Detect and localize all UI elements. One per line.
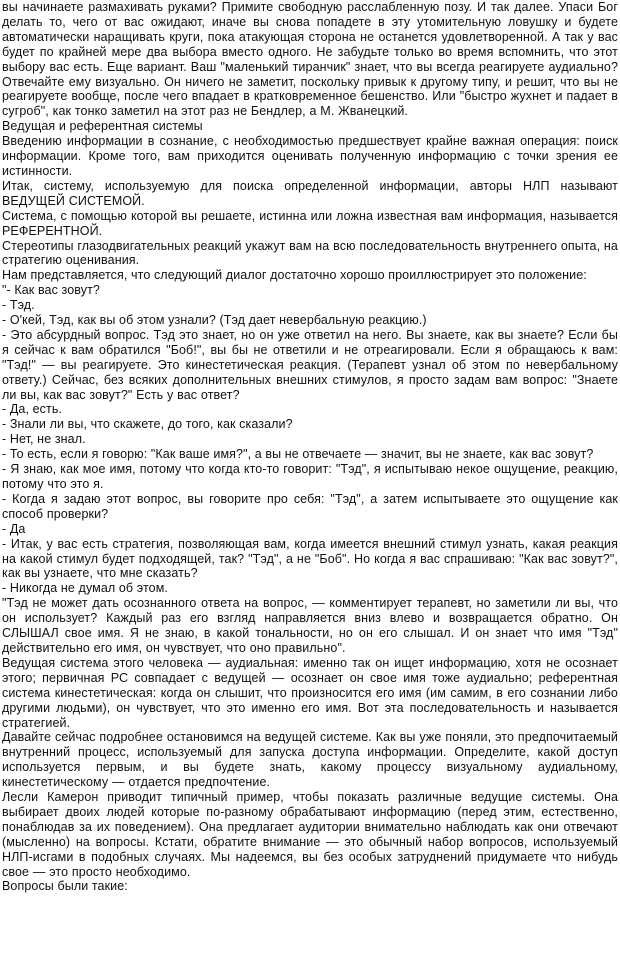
paragraph-eye-movement-stereotypes: Стереотипы глазодвигательных реакций укажут вам на всю последовательность внутреннего опыта, на стратегию оценивания.	[2, 238, 618, 268]
dialog-line: - Никогда не думал об этом.	[2, 581, 168, 596]
paragraph-referent-system-definition: Система, с помощью которой вы решаете, истинна или ложна известная вам информация, называется РЕФЕРЕНТНОЙ.	[2, 208, 618, 238]
dialog-line: - То есть, если я говорю: "Как ваше имя?", а вы не отвечаете — значит, вы не знаете, как вас зовут?	[2, 447, 594, 462]
dialog-line: - Тэд.	[2, 298, 35, 313]
dialog-line: - О'кей, Тэд, как вы об этом узнали? (Тэд дает невербальную реакцию.)	[2, 313, 427, 328]
dialog-line: - Я знаю, как мое имя, потому что когда кто-то говорит: "Тэд", я испытываю некое ощущение, реакцию, потому что это я.	[2, 462, 618, 491]
dialog-line: - Когда я задаю этот вопрос, вы говорите про себя: "Тэд", а затем испытываете это ощущение как способ проверки?	[2, 491, 618, 521]
paragraph-leading-system-definition: Итак, систему, используемую для поиска определенной информации, авторы НЛП называют ВЕДУЩЕЙ СИСТЕМОЙ.	[2, 178, 618, 208]
paragraph-leslie-cameron-example: Лесли Камерон приводит типичный пример, чтобы показать различные ведущие системы. Она выбирает двоих людей которые по-разному обрабатывают информацию (перед этим, естественно, понаблюдав за их поведением). Она предлагает аудитории внимательно наблюдать как они отвечают (мысленно) на вопросы. Кстати, обратите внимание — это обычный набор вопросов, используемый НЛП-исгами в подобных случаях. Мы надеемся, вы без особых затруднений придумаете что нибудь свое — это просто необходимо.	[2, 790, 618, 879]
dialog-line: - Итак, у вас есть стратегия, позволяющая вам, когда имеется внешний стимул узнать, какая реакция на какой стимул будет подходящей, так? "Тэд", а не "Боб". Но когда я вас спрашиваю: "Как вас зовут?", как вы узнаете, что мне сказать?	[2, 536, 618, 581]
dialog-line: - Знали ли вы, что скажете, до того, как сказали?	[2, 417, 293, 432]
dialog-line: - Да	[2, 521, 26, 536]
dialog-line: - Это абсурдный вопрос. Тэд это знает, но он уже ответил на него. Вы знаете, как вы знаете? Если бы я сейчас к вам обратился "Боб!", вы бы не ответили и не отреагировали. Если я обращаюсь к вам: "Тэд!" — вы реагируете. Это кинестетическая реакция. (Терапевт узнал об этом по невербальному ответу.) Сейчас, без всяких дополнительных внешних стимулов, я просто задам вам вопрос: "Знаете ли вы, как вас зовут?" Есть у вас ответ?	[2, 327, 618, 402]
dialog-line: "- Как вас зовут?	[2, 283, 100, 298]
paragraph-therapist-comment: "Тэд не может дать осознанного ответа на вопрос, — комментирует терапевт, но заметили ли вы, что он использует? Каждый раз его взгляд направляется вниз влево и возвращается обратно. Он СЛЫШАЛ свое имя. Я не знаю, в какой тональности, но он его слышал. И он знает что имя "Тэд" действительно его имя, он чувствует, что оно правильно".	[2, 596, 618, 655]
paragraph-information-search: Введению информации в сознание, с необходимостью предшествует крайне важная операция: поиск информации. Кроме того, вам приходится оценивать полученную информацию с точки зрения ее истинности.	[2, 134, 618, 178]
paragraph-questions-intro: Вопросы были такие:	[2, 879, 128, 894]
paragraph-dialog-intro: Нам представляется, что следующий диалог достаточно хорошо проиллюстрирует это положение:	[2, 268, 587, 283]
dialog-line: - Нет, не знал.	[2, 432, 86, 447]
section-heading-leading-referent-systems: Ведущая и референтная системы	[2, 119, 203, 134]
paragraph-auditory-leading-system: Ведущая система этого человека — аудиальная: именно так он ищет информацию, хотя не осознает этого; первичная РС совпадает с ведущей — осознает он свое имя тоже аудиально; референтная система кинестетическая: когда он слышит, что произносится его имя (им самим, в его сознании либо другими людьми), он чувствует, что это именно его имя. Вот эта последовательность и называется стратегией.	[2, 655, 618, 730]
paragraph-leading-system-details: Давайте сейчас подробнее остановимся на ведущей системе. Как вы уже поняли, это предпочитаемый внутренний процесс, используемый для запуска доступа информации. Определите, какой доступ используется первым, и вы будете знать, какому процессу визуальному аудиальному, кинестетическому — отдается предпочтение.	[2, 730, 618, 790]
paragraph-tyrant-advice: вы начинаете размахивать руками? Примите свободную расслабленную позу. И так далее. Упаси Бог делать то, чего от вас ожидают, иначе вы снова попадете в эту утомительную ловушку и будете автоматически наращивать круги, пока атакующая сторона не останется удовлетворенной. А так у вас будет по крайней мере два выбора вместо одного. Не забудьте только во время вспомнить, что этот выбору вас есть. Еще вариант. Ваш "маленький тиранчик" знает, что вы всегда реагируете аудиально? Отвечайте ему визуально. Он ничего не заметит, поскольку привык к другому типу, и решит, что вы не реагируете вообще, после чего впадает в кратковременное бешенство. Или "быстро жухнет и падает в сугроб", как тонко заметил на этот раз не Бендлер, а М. Жванецкий.	[2, 0, 618, 119]
dialog-line: - Да, есть.	[2, 402, 63, 417]
